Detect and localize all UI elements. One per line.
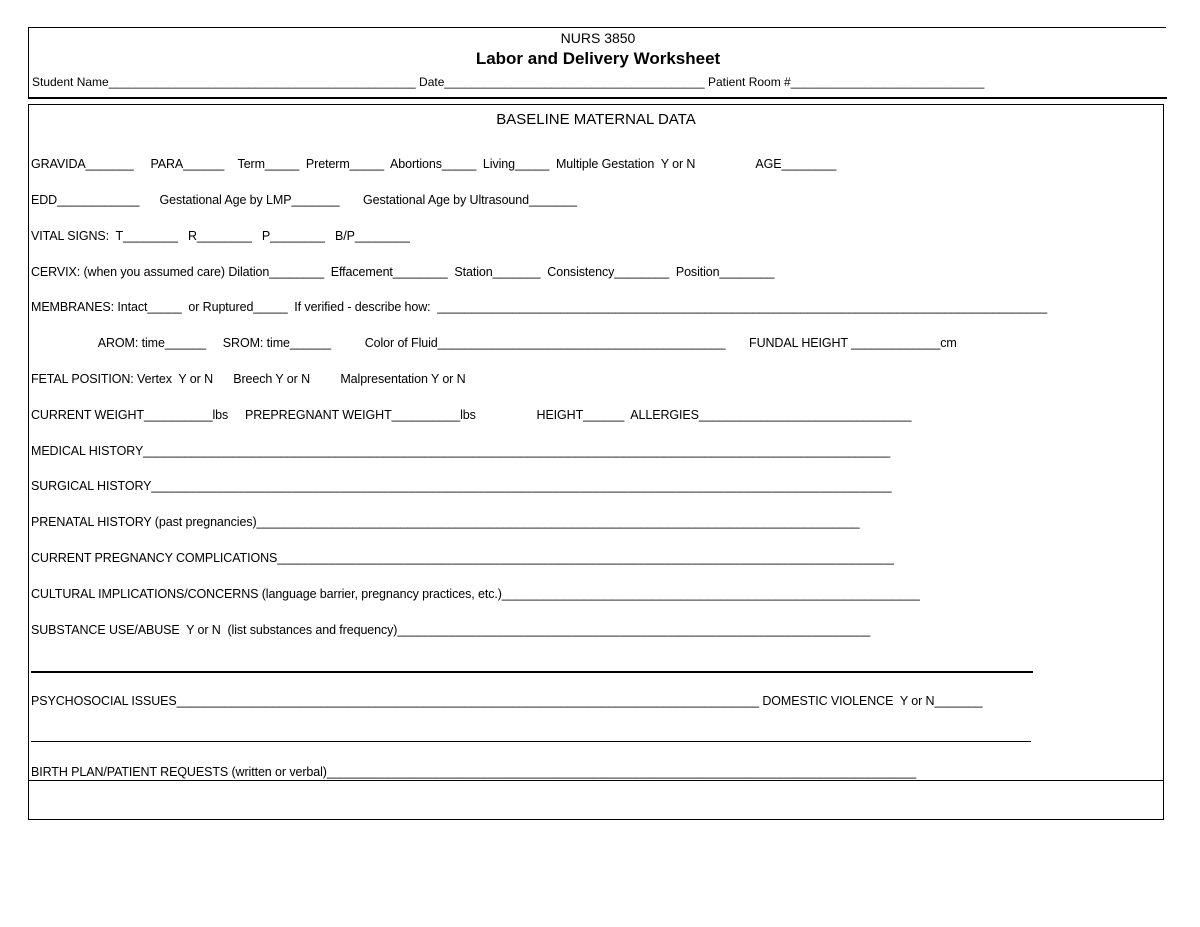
membranes-row[interactable]: MEMBRANES: Intact_____ or Ruptured_____ If verified - describe how: _________________________________________________________________________________________ [31,300,1048,314]
surgical-history-row[interactable]: SURGICAL HISTORY____________________________________________________________________________________________________________ [31,479,892,493]
student-info-line[interactable]: Student Name______________________________________________ Date_______________________________________ Patient Room #_____________________________ [32,75,985,89]
fetal-position-row[interactable]: FETAL POSITION: Vertex Y or N Breech Y or N Malpresentation Y or N [31,372,466,386]
psychosocial-row[interactable]: PSYCHOSOCIAL ISSUES_____________________________________________________________________________________ DOMESTIC VIOLENCE Y or N_______ [31,694,983,708]
weight-height-allergies-row[interactable]: CURRENT WEIGHT__________lbs PREPREGNANT WEIGHT__________lbs HEIGHT______ ALLERGIES_______________________________ [31,408,912,422]
rupture-fluid-fundal-row[interactable]: AROM: time______ SROM: time______ Color of Fluid__________________________________________ FUNDAL HEIGHT _____________cm [31,336,957,350]
worksheet-header [28,27,1167,99]
gravida-para-row[interactable]: GRAVIDA_______ PARA______ Term_____ Preterm_____ Abortions_____ Living_____ Multiple Gestation Y or N AGE________ [31,157,837,171]
bottom-divider [29,780,1163,781]
prenatal-history-row[interactable]: PRENATAL HISTORY (past pregnancies)________________________________________________________________________________________ [31,515,860,529]
psychosocial-continuation-line[interactable] [31,741,1031,742]
medical-history-row[interactable]: MEDICAL HISTORY_____________________________________________________________________________________________________________ [31,444,891,458]
worksheet-title: Labor and Delivery Worksheet [475,49,721,68]
cervix-row[interactable]: CERVIX: (when you assumed care) Dilation________ Effacement________ Station_______ Consistency________ Position________ [31,265,775,279]
substance-use-row[interactable]: SUBSTANCE USE/ABUSE Y or N (list substances and frequency)_____________________________________________________________________ [31,623,871,637]
header-divider [29,97,1167,99]
baseline-maternal-data-section [28,104,1164,820]
substance-continuation-line[interactable] [31,671,1033,673]
birth-plan-row[interactable]: BIRTH PLAN/PATIENT REQUESTS (written or verbal)______________________________________________________________________________________ [31,765,917,779]
cultural-implications-row[interactable]: CULTURAL IMPLICATIONS/CONCERNS (language barrier, pregnancy practices, etc.)_____________________________________________________________ [31,587,920,601]
section-title: BASELINE MATERNAL DATA [496,111,696,128]
course-code: NURS 3850 [560,30,636,46]
vital-signs-row[interactable]: VITAL SIGNS: T________ R________ P________ B/P________ [31,229,410,243]
pregnancy-complications-row[interactable]: CURRENT PREGNANCY COMPLICATIONS__________________________________________________________________________________________ [31,551,894,565]
edd-gestational-age-row[interactable]: EDD____________ Gestational Age by LMP_______ Gestational Age by Ultrasound_______ [31,193,577,207]
